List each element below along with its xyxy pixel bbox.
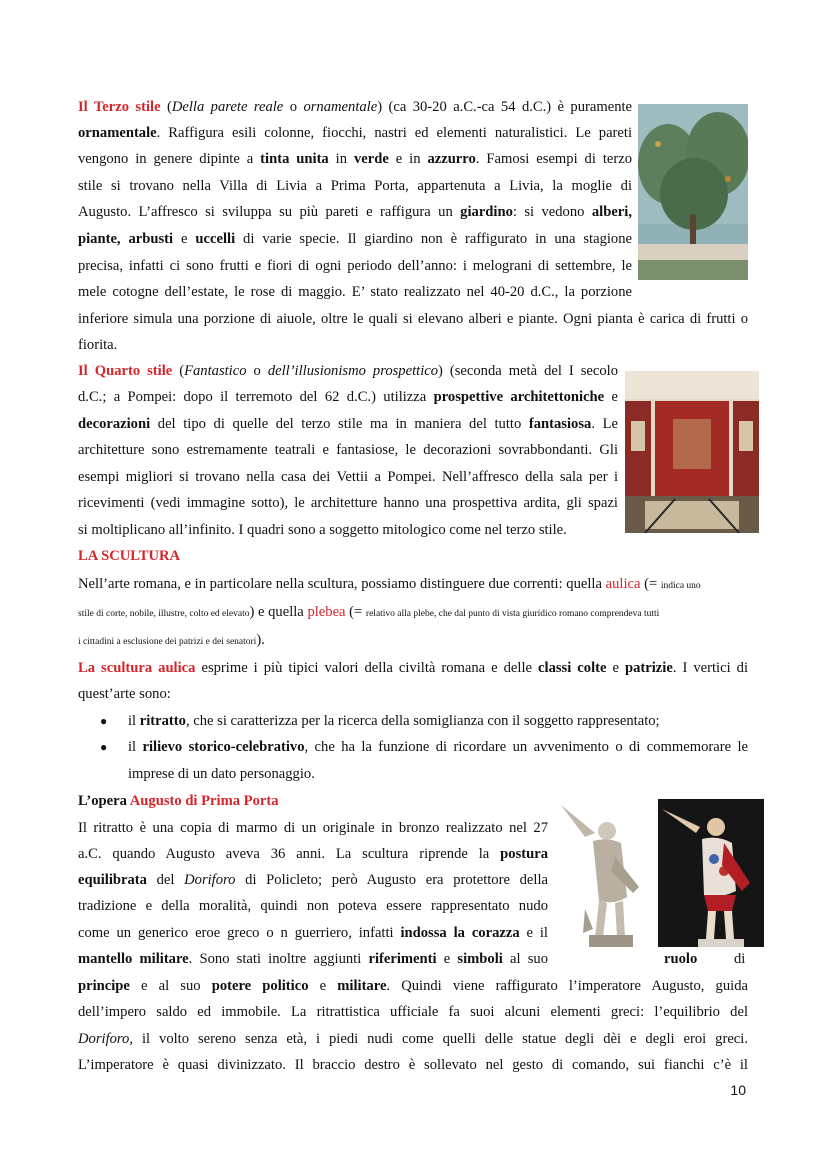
text-span: il [128,713,140,729]
text-span: e al suo [129,978,212,994]
quarto-stile-line-4: architetture sono estremamente teatrali e fantasiose, le decorazioni sovrabbondanti. Gli [78,442,618,458]
text-span: . Le [591,416,618,432]
bullet-marker: ● [100,714,108,728]
text-span: , che ha la funzione di ricordare un avvenimento o di commemorare le [304,739,748,755]
text-bold: alberi, [591,204,632,220]
text-span: ). [256,632,265,648]
text-italic: ornamentale [303,99,378,115]
page-number: 10 [730,1082,746,1098]
text-span: Augusto. L’affresco si sviluppa su più pareti e raffigura un [78,204,461,220]
terzo-stile-line-6 [78,226,632,252]
quarto-stile-line-6: ricevimenti (vedi immagine sotto), le architetture hanno una prospettiva ardita, gli spazi [78,495,618,511]
text-span: il [128,739,143,755]
text-bold: militare [337,978,387,994]
text-span: o [246,363,268,379]
scultura-line-3 [78,627,265,655]
text-span: e il [519,925,548,941]
text-span: come un generico eroe greco o n guerriero, infatti [78,925,401,941]
augusto-marble-statue-image [555,797,651,949]
terzo-stile-heading: Il Terzo stile [78,99,161,115]
text-bold: riferimenti [368,951,437,967]
text-span: . Famosi esempi di terzo [475,151,632,167]
text-bold: piante, arbusti [78,231,174,247]
text-span: ) (seconda metà del I secolo [438,363,619,379]
text-span: e in [388,151,428,167]
augusto-line-8: dell’impero saldo ed immobile. La ritrattistica ufficiale fa suoi alcuni elementi greci: l’equilibrio del [78,1004,748,1020]
augusto-line-3 [78,867,548,893]
terzo-stile-line-2 [78,120,632,146]
text-span: e [604,389,618,405]
quarto-stile-line-7: si moltiplicano all’infinito. I quadri sono a soggetto mitologico come nel terzo stile. [78,522,567,538]
text-span: di Policleto; però Augusto era protettore della [235,872,548,888]
text-italic: Della parete reale [171,99,284,115]
text-span: , che si caratterizza per la ricerca della somiglianza con il soggetto rappresentato; [185,713,660,729]
text-span: del tipo di quelle del terzo stile ma in maniera del tutto [150,416,529,432]
aulica-term: aulica [605,576,641,592]
text-span: ( [172,363,185,379]
text-span: del [146,872,185,888]
text-italic: Doriforo [184,872,236,888]
text-bold: principe [78,978,130,994]
augusto-line-6-right-b: di [734,951,746,967]
quarto-stile-line-2 [78,384,618,410]
text-span: . I vertici di [672,660,749,676]
text-bold: ornamentale [78,125,157,141]
text-span: e [308,978,338,994]
text-span: . Sono stati inoltre aggiunti [188,951,369,967]
text-small: relativo alla plebe, che dal punto di vista giuridico romano comprendeva tutti [365,609,660,619]
text-span: di varie specie. Il giardino non è raffigurato in una stagione [235,231,632,247]
terzo-stile-line-3 [78,146,632,172]
bullet-rilievo [128,734,748,760]
terzo-stile-line-8: mele cotogne dell’estate, le rose di maggio. E’ stato realizzato nel 40-20 d.C., la porzione [78,284,632,300]
augusto-line-6-right-a [664,946,697,972]
text-italic: Doriforo [78,1031,130,1047]
text-span: e [173,231,196,247]
text-bold: rilievo storico-celebrativo [142,739,305,755]
text-span: e [606,660,625,676]
text-bold: patrizie [624,660,673,676]
scultura-line-1 [78,571,701,599]
text-span: . Raffigura esili colonne, fiocchi, nastri ed elementi naturalistici. Le pareti [156,125,632,141]
terzo-stile-line-5 [78,199,632,225]
augusto-line-1: Il ritratto è una copia di marmo di un originale in bronzo realizzato nel 27 [78,820,548,836]
text-small: indica uno [660,581,701,591]
plebea-term: plebea [307,604,346,620]
villa-livia-fresco-image [638,104,748,280]
text-span: e [436,951,458,967]
terzo-stile-line-1 [78,94,632,120]
bullet-rilievo-cont: imprese di un dato personaggio. [128,766,315,782]
text-bold: prospettive architettoniche [433,389,605,405]
text-bold: indossa la corazza [400,925,520,941]
quarto-stile-heading: Il Quarto stile [78,363,173,379]
text-span: (= [640,576,661,592]
augusto-line-7 [78,973,748,999]
text-bold: potere politico [211,978,309,994]
text-bold: uccelli [195,231,236,247]
text-bold: classi colte [538,660,607,676]
quarto-stile-line-5: esempi migliori si trovano nella casa dei Vettii a Pompei. Nell’affresco della sala per i [78,469,618,485]
augusto-line-5 [78,920,548,946]
text-bold: ritratto [139,713,186,729]
text-span: al suo [502,951,548,967]
text-small: i cittadini a esclusione dei patrizi e dei senatori [78,637,257,647]
scultura-line-4 [78,655,748,681]
terzo-stile-line-4: stile si trovano nella Villa di Livia a Prima Porta, appartenuta a Livia, la moglie di [78,178,632,194]
text-small: stile di corte, nobile, illustre, colto ed elevato [78,609,250,619]
terzo-stile-line-9: inferiore simula una porzione di aiuole, oltre le quali si elevano alberi e piante. Ogni pianta è carica di frutti o [78,311,748,327]
text-bold: ruolo [664,951,698,967]
text-span: Nell’arte romana, e in particolare nella scultura, possiamo distinguere due correnti: quella [78,576,606,592]
text-span: ( [160,99,172,115]
augusto-title-red: Augusto di Prima Porta [129,793,279,809]
text-bold: decorazioni [78,416,151,432]
text-bold: fantasiosa [528,416,592,432]
scultura-line-5: quest’arte sono: [78,686,171,702]
scultura-aulica-heading: La scultura aulica [78,660,196,676]
quarto-stile-line-1 [78,358,618,384]
text-bold: postura [500,846,548,862]
text-span: a.C. quando Augusto aveva 36 anni. La scultura riprende la [78,846,501,862]
augusto-line-2 [78,841,548,867]
terzo-stile-line-7: precisa, infatti ci sono frutti e fiori di ogni periodo dell’anno: i melograni di settembre, le [78,258,632,274]
text-bold: simboli [457,951,503,967]
bullet-ritratto [128,708,660,734]
text-italic: Fantastico [184,363,247,379]
augusto-line-4: tradizione e della moralità, quindi non poteva essere rappresentato nudo [78,898,548,914]
text-italic: dell’illusionismo prospettico [267,363,439,379]
casa-vettii-fresco-image [625,371,759,533]
bullet-marker: ● [100,740,108,754]
text-bold: mantello militare [78,951,189,967]
text-span: (= [345,604,366,620]
scultura-line-2 [78,599,659,627]
text-span: esprime i più tipici valori della civiltà romana e delle [195,660,539,676]
quarto-stile-line-3 [78,411,618,437]
text-span: . Quindi viene raffigurato l’imperatore Augusto, guida [386,978,748,994]
text-bold: tinta unita [260,151,329,167]
text-bold: azzurro [427,151,476,167]
terzo-stile-line-10: fiorita. [78,337,118,353]
text-span: ) e quella [249,604,308,620]
text-span: vengono in genere dipinte a [78,151,261,167]
augusto-title [78,788,279,814]
text-span: ) (ca 30-20 a.C.-ca 54 d.C.) è puramente [377,99,633,115]
text-bold: equilibrata [78,872,147,888]
augusto-line-9 [78,1026,748,1052]
augusto-line-6 [78,946,548,972]
augusto-line-10: L’imperatore è quasi divinizzato. Il braccio destro è sollevato nel gesto di comando, sui fianchi c’è il [78,1057,748,1073]
scultura-heading: LA SCULTURA [78,548,181,564]
text-bold: verde [353,151,389,167]
text-span: in [328,151,354,167]
text-span: L’opera [78,793,130,809]
text-span: : si vedono [512,204,592,220]
text-bold: giardino [460,204,513,220]
text-span: d.C.; a Pompei: dopo il terremoto del 62 d.C.) utilizza [78,389,434,405]
augusto-colored-reconstruction-image [658,799,764,947]
text-span: o [283,99,304,115]
text-span: , il volto sereno senza età, i piedi nudi come quelli delle statue degli dèi e degli eroi greci. [129,1031,748,1047]
